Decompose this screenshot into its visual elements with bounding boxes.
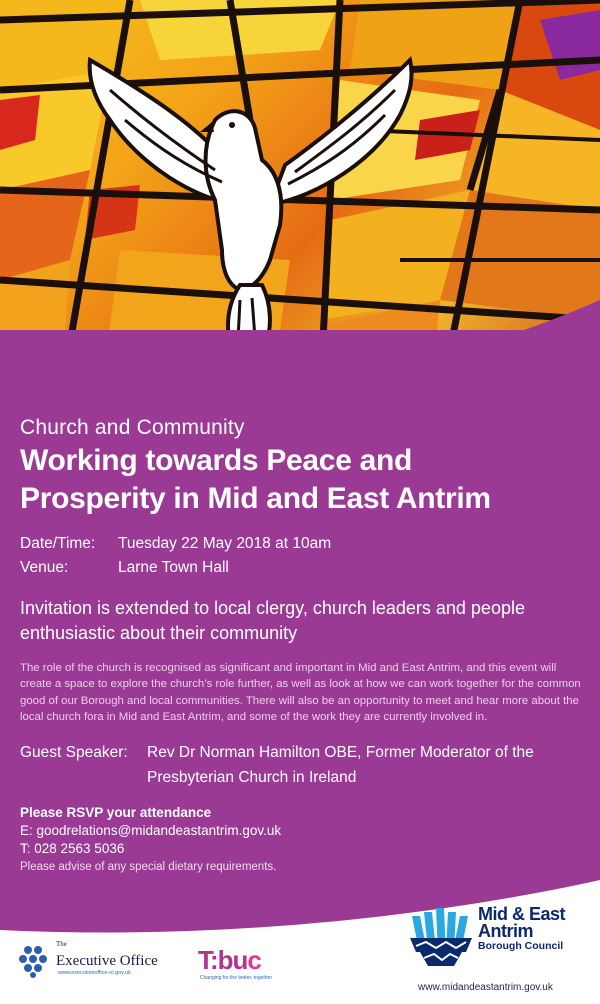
council-name-line-3: Borough Council [478,940,564,952]
invitation-text: Invitation is extended to local clergy, church leaders and people enthusiastic about their community [20,598,525,643]
venue-row [20,556,582,580]
event-details [20,416,582,876]
guest-speaker [20,740,582,790]
executive-office-url[interactable]: www.executiveoffice-ni.gov.uk [58,970,131,976]
event-title-line-1: Working towards Peace and [20,444,413,477]
datetime-label: Date/Time: [20,535,96,552]
venue-label: Venue: [20,559,69,576]
rsvp-phone[interactable]: T: 028 2563 5036 [20,840,125,856]
tbuc-wordmark [198,945,261,975]
tbuc-wordmark-main: T:bu [198,945,248,975]
executive-office-the: The [56,940,67,948]
tbuc-tagline: Changing for the better, together [200,975,272,981]
description-paragraph: The role of the church is recognised as significant and important in Mid and East Antrim, and this event will create a space to explore the church’s role further, as well as look at how we can work together for the common good of our Borough and local communities. There will also be an opportunity to meet and hear more about the local church fora in Mid and East Antrim, and some of the work they are currently involved in. [20,662,581,724]
tbuc-wordmark-c: c [247,945,261,975]
guest-speaker-value: Rev Dr Norman Hamilton OBE, Former Moderator of the Presbyterian Church in Ireland [147,743,534,786]
executive-office-emblem-icon [18,944,52,978]
event-meta [20,532,582,580]
executive-office-name: Executive Office [56,952,158,969]
event-title-line-2: Prosperity in Mid and East Antrim [20,482,491,515]
venue-value: Larne Town Hall [118,559,229,576]
rsvp-block [20,804,582,876]
event-title [20,442,582,518]
event-subtitle: Church and Community [20,416,245,439]
rsvp-note: Please advise of any special dietary requirements. [20,860,277,873]
council-emblem-icon [408,906,474,968]
datetime-row [20,532,582,556]
council-url[interactable]: www.midandeastantrim.gov.uk [418,982,553,993]
executive-office-logo [18,940,158,978]
council-name-line-2: Antrim [478,921,533,941]
council-name-line-1: Mid & East [478,904,566,924]
council-logo [408,906,565,968]
datetime-value: Tuesday 22 May 2018 at 10am [118,535,332,552]
rsvp-email[interactable]: E: goodrelations@midandeastantrim.gov.uk [20,822,282,838]
rsvp-title: Please RSVP your attendance [20,804,212,820]
council-name [478,906,565,953]
guest-speaker-label: Guest Speaker: [20,743,128,761]
tbuc-logo [198,945,272,981]
